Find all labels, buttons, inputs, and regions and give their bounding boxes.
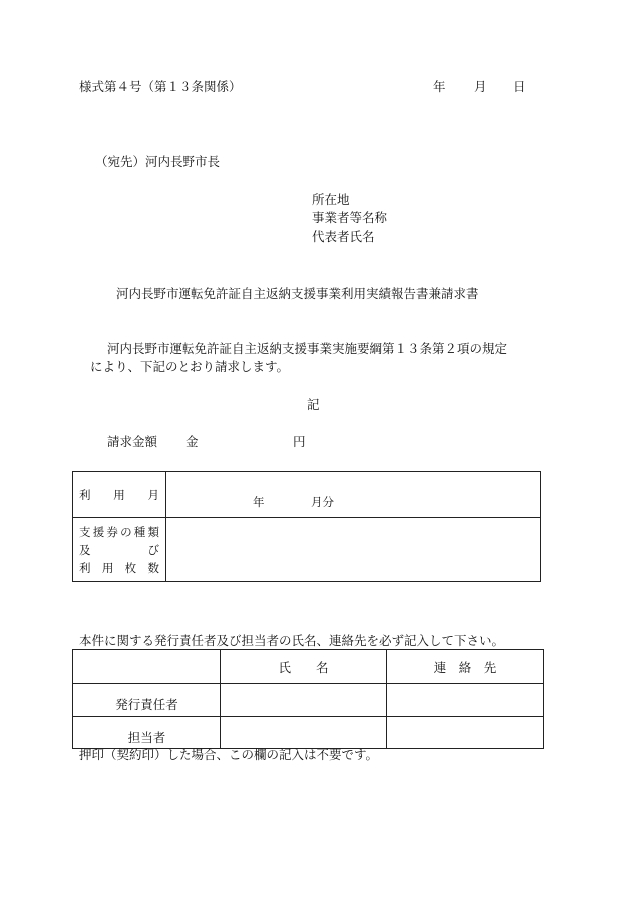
contact-header-row [73, 650, 544, 684]
usage-type-char: 援 [92, 524, 105, 539]
claim-kin-label: 金 [186, 434, 199, 449]
usage-type-label [73, 523, 165, 577]
usage-type-char: 支 [79, 524, 91, 539]
contact-name-header: 氏 名 [221, 650, 387, 684]
form-number: 様式第４号（第１３条関係） [79, 79, 242, 94]
address-label: 所在地 [312, 192, 350, 207]
body-line-1: 河内長野市運転免許証自主返納支援事業実施要綱第１３条第２項の規定 [107, 341, 508, 356]
contact-issuer-row [73, 684, 544, 717]
contact-staff-label: 担当者 [73, 717, 221, 749]
contact-staff-name-cell[interactable] [221, 717, 387, 749]
usage-month-row [73, 472, 541, 518]
usage-month-char-2: 用 [113, 487, 125, 502]
usage-month-input-cell[interactable] [166, 472, 541, 518]
usage-type-char: 券 [106, 524, 118, 539]
business-name-label: 事業者等名称 [312, 210, 388, 225]
usage-table [72, 471, 541, 582]
ki-heading: 記 [307, 397, 320, 412]
document-title: 河内長野市運転免許証自主返納支援事業利用実績報告書兼請求書 [116, 286, 479, 301]
usage-type-char: 利 [79, 560, 91, 575]
contact-issuer-name-cell[interactable] [221, 684, 387, 717]
usage-month-year-suffix: 年 [253, 495, 265, 509]
usage-type-char: 種 [133, 524, 146, 539]
usage-type-input-cell[interactable] [166, 518, 541, 582]
usage-type-char: の [120, 524, 132, 539]
usage-type-char: 数 [147, 560, 159, 575]
usage-type-char: 類 [147, 524, 159, 539]
usage-month-char-1: 利 [79, 487, 91, 502]
usage-month-month-suffix: 月分 [311, 495, 334, 509]
claim-amount-label: 請求金額 [107, 434, 158, 449]
contact-contact-header: 連 絡 先 [387, 650, 544, 684]
date-day-label: 日 [513, 79, 526, 94]
usage-type-line-1 [79, 523, 159, 541]
contact-note: 本件に関する発行責任者及び担当者の氏名、連絡先を必ず記入して下さい。 [79, 633, 505, 648]
usage-type-label-cell [73, 518, 166, 582]
body-line-2: により、下記のとおり請求します。 [90, 359, 290, 374]
date-year-label: 年 [433, 79, 446, 94]
usage-type-char: 及 [79, 542, 91, 557]
representative-label: 代表者氏名 [312, 229, 375, 244]
contact-staff-row [73, 717, 544, 749]
usage-type-char: 用 [101, 560, 114, 575]
usage-type-char: び [147, 542, 159, 557]
usage-type-row [73, 518, 541, 582]
contact-staff-contact-cell[interactable] [387, 717, 544, 749]
usage-type-line-2 [79, 541, 159, 559]
usage-type-char: 枚 [124, 560, 137, 575]
usage-month-char-3: 月 [147, 487, 159, 502]
usage-month-label [73, 487, 165, 503]
claim-yen-label: 円 [293, 434, 306, 449]
usage-type-line-3 [79, 559, 159, 577]
contact-table [72, 649, 544, 749]
usage-month-label-cell [73, 472, 166, 518]
footer-note: 押印（契約印）した場合、この欄の記入は不要です。 [79, 747, 379, 762]
contact-issuer-contact-cell[interactable] [387, 684, 544, 717]
contact-issuer-label: 発行責任者 [73, 684, 221, 717]
addressee: （宛先）河内長野市長 [95, 154, 221, 169]
contact-header-blank [73, 650, 221, 684]
date-month-label: 月 [474, 79, 487, 94]
